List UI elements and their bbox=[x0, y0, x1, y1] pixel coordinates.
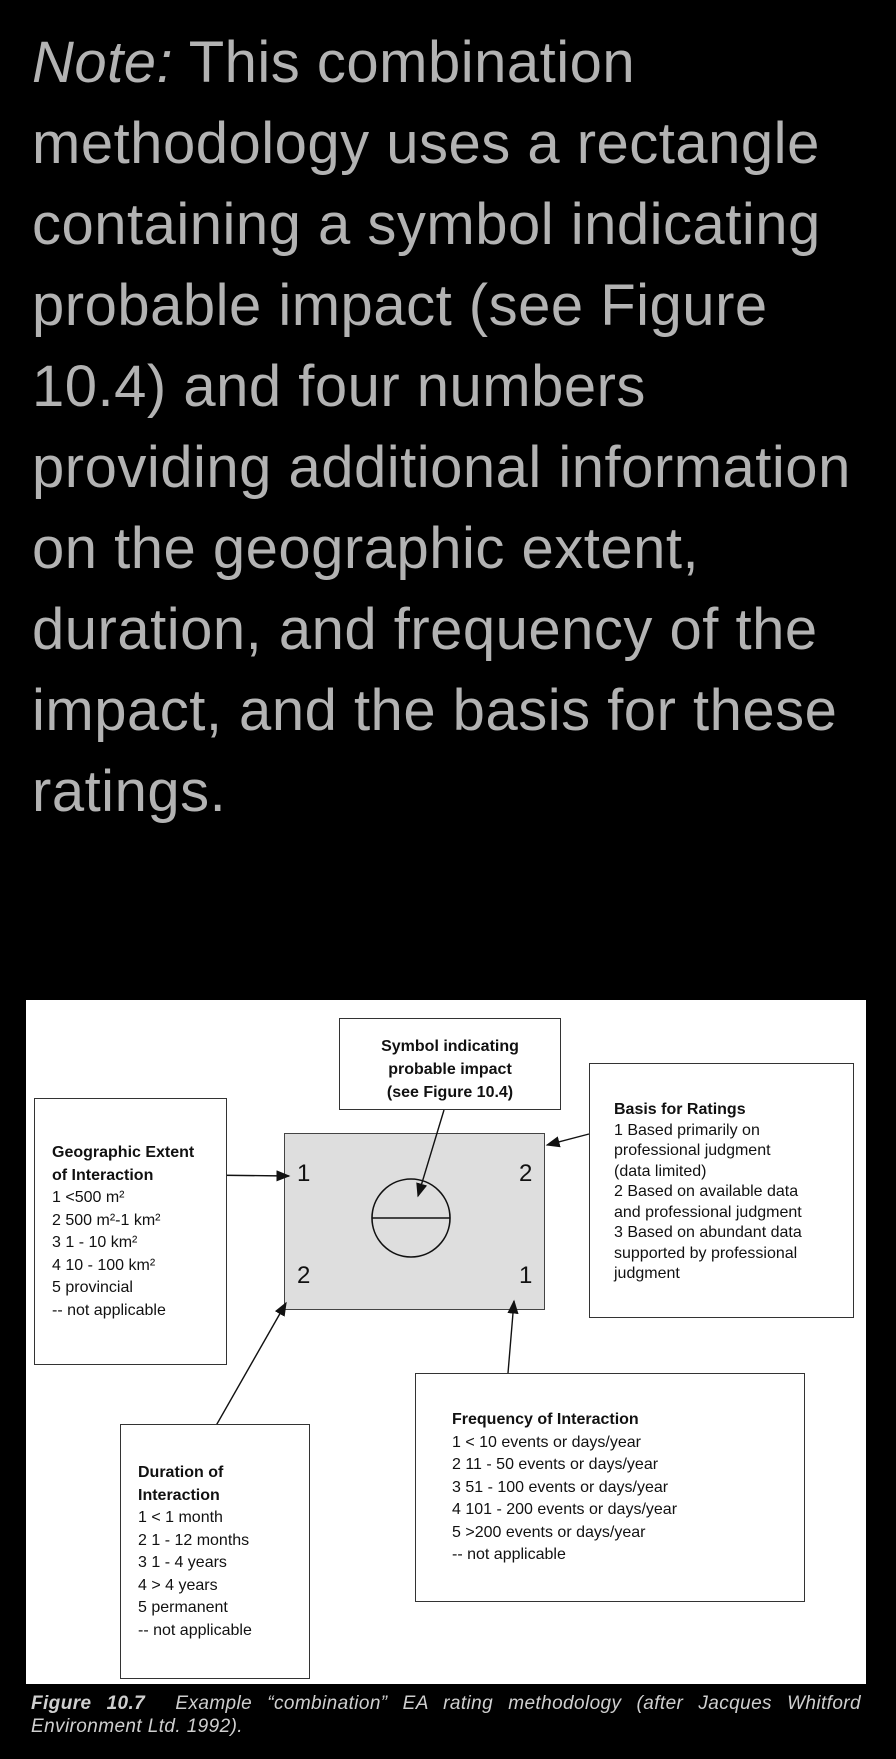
frequency-item: 5 >200 events or days/year bbox=[452, 1523, 646, 1541]
basis-item: 2 Based on available data bbox=[614, 1183, 799, 1200]
geographic-item: 5 provincial bbox=[52, 1279, 133, 1296]
basis-item: 1 Based primarily on bbox=[614, 1121, 760, 1139]
duration-title: Interaction bbox=[138, 1486, 220, 1504]
arrow-basis bbox=[547, 1134, 589, 1145]
duration-item: 4 > 4 years bbox=[138, 1576, 218, 1594]
note-paragraph bbox=[32, 22, 872, 832]
duration-item: 1 < 1 month bbox=[138, 1509, 223, 1526]
frequency-item: 1 < 10 events or days/year bbox=[452, 1433, 641, 1451]
duration-item: 2 1 - 12 months bbox=[138, 1531, 250, 1549]
basis-item: judgment bbox=[614, 1265, 680, 1282]
basis-for-ratings-box bbox=[589, 1063, 854, 1318]
caption-label: Figure 10.7 bbox=[31, 1693, 146, 1714]
frequency-item: -- not applicable bbox=[452, 1546, 566, 1563]
frequency-item: 2 11 - 50 events or days/year bbox=[452, 1456, 659, 1473]
rect-number-bottom-right: 1 bbox=[519, 1262, 533, 1289]
frequency-box bbox=[415, 1373, 805, 1602]
symbol-box bbox=[339, 1018, 561, 1110]
basis-item: (data limited) bbox=[614, 1162, 707, 1180]
symbol-line: (see Figure 10.4) bbox=[386, 1084, 514, 1101]
geographic-item: 4 10 - 100 km² bbox=[52, 1256, 156, 1274]
geographic-item: 1 <500 m² bbox=[52, 1189, 125, 1206]
basis-title: Basis for Ratings bbox=[614, 1101, 746, 1118]
basis-item: supported by professional bbox=[614, 1244, 798, 1262]
figure-diagram bbox=[26, 1000, 866, 1684]
note-label: Note: bbox=[32, 30, 174, 95]
geographic-item: 2 500 m²-1 km² bbox=[52, 1211, 161, 1229]
basis-item: 3 Based on abundant data bbox=[614, 1224, 802, 1241]
geographic-title: of Interaction bbox=[52, 1166, 154, 1184]
duration-title: Duration of bbox=[138, 1464, 224, 1481]
duration-item: 5 permanent bbox=[138, 1599, 228, 1616]
rect-number-bottom-left: 2 bbox=[297, 1262, 311, 1289]
note-text: This combination methodology uses a rectangle containing a symbol indicating probable impact (see Figure 10.4) and four numbers providing additional information on the geographic extent, duration, and frequency of the impact, and the basis for these ratings. bbox=[32, 30, 851, 824]
caption-text: Example “combination” EA rating methodology (after Jacques Whitford Environment Ltd. 1992). bbox=[31, 1693, 862, 1737]
symbol-line: Symbol indicating bbox=[381, 1038, 519, 1055]
arrow-symbol bbox=[418, 1110, 444, 1196]
rect-number-top-left: 1 bbox=[297, 1160, 311, 1187]
geographic-title: Geographic Extent bbox=[52, 1144, 195, 1161]
geographic-item: 3 1 - 10 km² bbox=[52, 1234, 138, 1251]
rect-number-top-right: 2 bbox=[519, 1160, 533, 1187]
duration-box bbox=[120, 1424, 310, 1679]
frequency-title: Frequency of Interaction bbox=[452, 1411, 639, 1428]
frequency-item: 3 51 - 100 events or days/year bbox=[452, 1478, 669, 1496]
basis-item: professional judgment bbox=[614, 1142, 771, 1159]
arrow-frequency bbox=[508, 1301, 514, 1373]
duration-item: -- not applicable bbox=[138, 1621, 252, 1639]
symbol-line: probable impact bbox=[388, 1061, 512, 1078]
geographic-item: -- not applicable bbox=[52, 1301, 166, 1319]
frequency-item: 4 101 - 200 events or days/year bbox=[452, 1501, 678, 1518]
basis-item: and professional judgment bbox=[614, 1203, 802, 1221]
figure-caption bbox=[31, 1692, 861, 1738]
duration-item: 3 1 - 4 years bbox=[138, 1554, 227, 1571]
geographic-extent-box bbox=[34, 1098, 227, 1365]
